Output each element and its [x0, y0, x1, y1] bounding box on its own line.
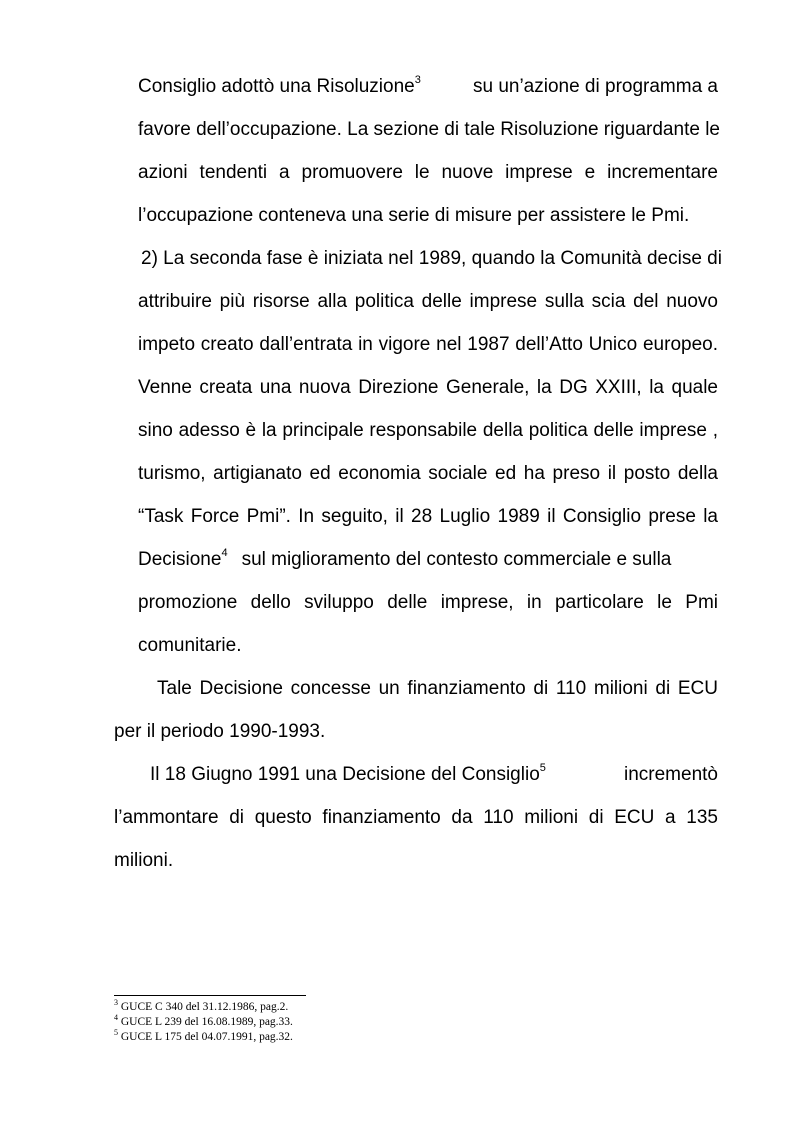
line-text-tail: incrementò	[624, 764, 718, 785]
body-line	[138, 635, 242, 657]
body-line	[138, 334, 718, 356]
line-text-tail: sul miglioramento del contesto commerciale e sulla	[241, 549, 672, 570]
line-text: per il periodo 1990-1993.	[114, 721, 326, 742]
body-line	[141, 248, 722, 270]
line-text: “Task Force Pmi”. In seguito, il 28 Luglio 1989 il Consiglio prese la	[138, 506, 718, 527]
line-text: Venne creata una nuova Direzione Generale, la DG XXIII, la quale	[138, 377, 718, 398]
footnote-text: GUCE L 175 del 04.07.1991, pag.32.	[120, 1031, 293, 1043]
line-text: l’ammontare di questo finanziamento da 110 milioni di ECU a 135	[114, 807, 718, 828]
line-text: azioni tendenti a promuovere le nuove imprese e incrementare	[138, 162, 718, 183]
line-text: Decisione$^4$	[138, 546, 228, 570]
line-text: comunitarie.	[138, 635, 242, 656]
body-line	[138, 463, 718, 485]
line-text: promozione dello sviluppo delle imprese, in particolare le Pmi	[138, 592, 718, 613]
line-text: 2) La seconda fase è iniziata nel 1989, quando la Comunità decise di	[141, 248, 722, 269]
line-text: milioni.	[114, 850, 174, 871]
body-line	[114, 850, 173, 872]
footnote-number: 5	[114, 1028, 118, 1038]
body-line	[138, 291, 718, 313]
footnote-divider	[114, 995, 306, 996]
body-line	[138, 119, 718, 141]
line-text: turismo, artigianato ed economia sociale ed ha preso il posto della	[138, 463, 718, 484]
footnote-text: GUCE C 340 del 31.12.1986, pag.2.	[120, 1001, 289, 1013]
line-text: Tale Decisione concesse un finanziamento di 110 milioni di ECU	[157, 678, 718, 699]
line-text: attribuire più risorse alla politica delle imprese sulla scia del nuovo	[138, 291, 718, 312]
footnote	[114, 998, 289, 1014]
footnote-ref[interactable]: 3	[414, 73, 421, 86]
footnote-ref[interactable]: 4	[221, 546, 228, 559]
body-line	[138, 546, 718, 571]
footnote-number: 3	[114, 998, 118, 1008]
body-line	[114, 807, 718, 829]
body-line	[157, 678, 718, 700]
line-text: sino adesso è la principale responsabile della politica delle imprese ,	[138, 420, 718, 441]
line-text-tail: su un’azione di programma a	[472, 76, 718, 97]
body-line	[138, 205, 689, 227]
footnote-ref[interactable]: 5	[539, 761, 546, 774]
body-line	[114, 721, 325, 743]
line-text: l’occupazione conteneva una serie di misure per assistere le Pmi.	[138, 205, 690, 226]
line-text: favore dell’occupazione. La sezione di tale Risoluzione riguardante le	[138, 119, 720, 140]
footnote-number: 4	[114, 1013, 118, 1023]
footnote	[114, 1013, 293, 1029]
footnote-text: GUCE L 239 del 16.08.1989, pag.33.	[120, 1016, 293, 1028]
body-line	[150, 761, 718, 786]
footnote	[114, 1028, 293, 1044]
body-line	[138, 162, 718, 184]
body-line	[138, 420, 718, 442]
body-line	[138, 506, 718, 528]
body-line	[138, 73, 718, 98]
line-text: Il 18 Giugno 1991 una Decisione del Consiglio$^5$	[150, 761, 546, 785]
line-text: Consiglio adottò una Risoluzione$^3$	[138, 73, 421, 97]
body-line	[138, 377, 718, 399]
line-text: impeto creato dall’entrata in vigore nel 1987 dell’Atto Unico europeo.	[138, 334, 718, 355]
body-line	[138, 592, 718, 614]
